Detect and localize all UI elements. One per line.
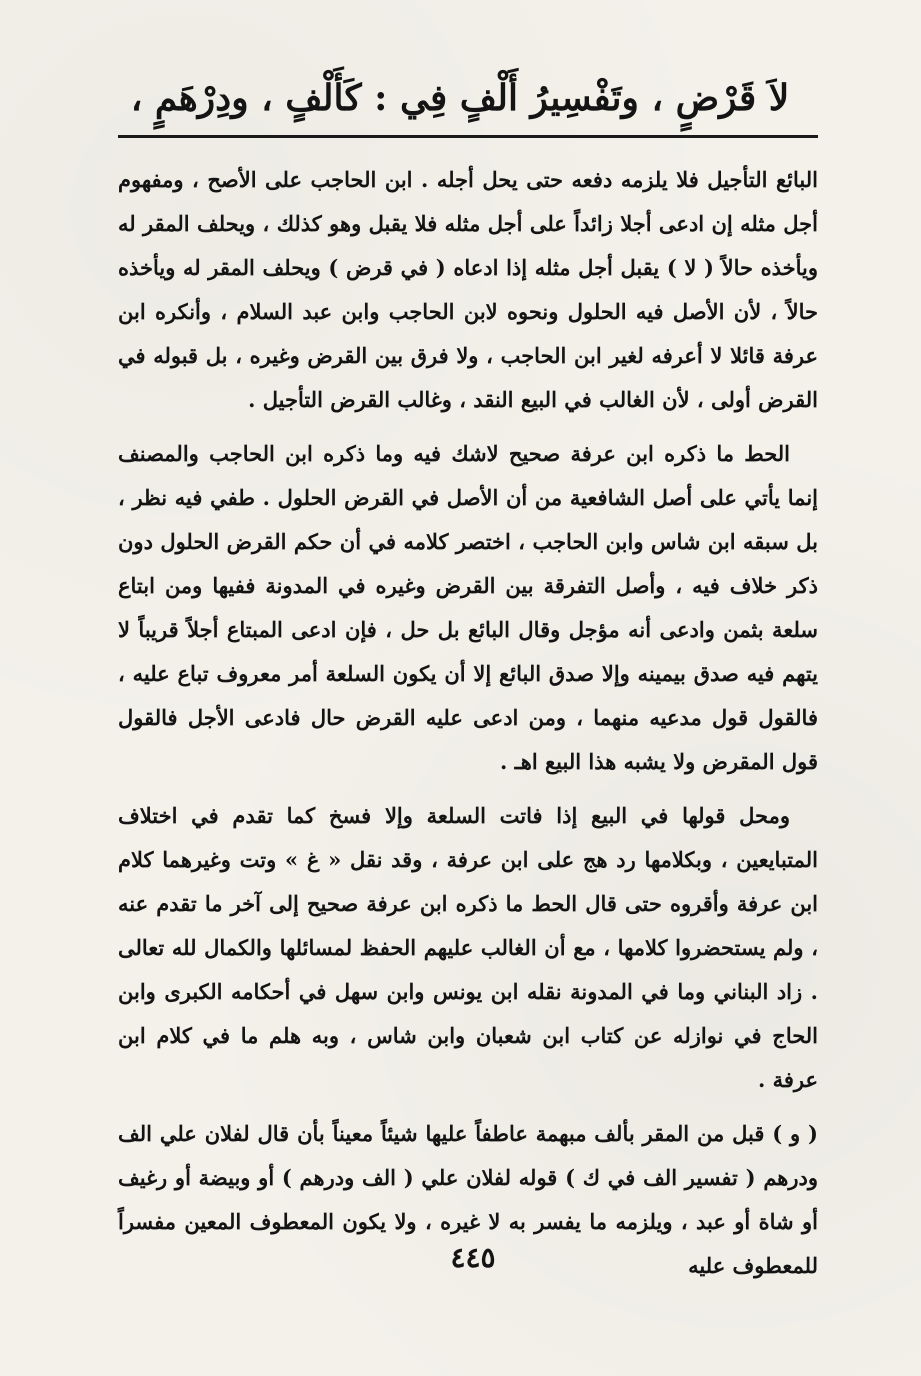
paragraph-3: ومحل قولها في البيع إذا فاتت السلعة وإلا فسخ كما تقدم في اختلاف المتبايعين ، وبكلامها رد هج على ابن عرفة ، وقد نقل « غ » وتت وغيرهما كلام ابن عرفة وأقروه حتى قال الحط ما ذكره ابن عرفة صحيح إلى آخر ما تقدم عنه ، ولم يستحضروا كلامها ، مع أن الغالب عليهم الحفظ لمسائلها والكمال لله تعالى . زاد البناني وما في المدونة نقله ابن يونس وابن سهل في أحكامه الكبرى وابن الحاج في نوازله عن كتاب ابن شعبان وابن شاس ، وبه هلم ما في كلام ابن عرفة . [118,803,819,1092]
paragraph-1: البائع التأجيل فلا يلزمه دفعه حتى يحل أجله . ابن الحاجب على الأصح ، ومفهوم أجل مثله إن ادعى أجلا زائداً على أجل مثله فلا يقبل وهو كذلك ، ويحلف المقر له ويأخذه حالاً ( لا ) يقبل أجل مثله إذا ادعاه ( في قرض ) ويحلف المقر له ويأخذه حالاً ، لأن الأصل فيه الحلول ونحوه لابن الحاجب وابن عبد السلام ، وأنكره ابن عرفة قائلا لا أعرفه لغير ابن الحاجب ، ولا فرق بين القرض وغيره ، بل قبوله في القرض أولى ، لأن الغالب في البيع النقد ، وغالب القرض التأجيل . [118,167,818,412]
page-body [118,158,818,1288]
header-divider-line [118,135,818,138]
paragraph-4: ( و ) قبل من المقر بألف مبهمة عاطفاً عليها شيئاً معيناً بأن قال لفلان علي الف ودرهم ( تفسير الف في ك ) قوله لفلان علي ( الف ودرهم ) أو وبيضة أو رغيف أو شاة أو عبد ، ويلزمه ما يفسر به لا غيره ، ولا يكون المعطوف المعين مفسراً للمعطوف عليه [118,1121,818,1278]
paragraph-2: الحط ما ذكره ابن عرفة صحيح لاشك فيه وما ذكره ابن الحاجب والمصنف إنما يأتي على أصل الشافعية من أن الأصل في القرض الحلول . طفي فيه نظر ، بل سبقه ابن شاس وابن الحاجب ، اختصر كلامه في أن حكم القرض الحلول دون ذكر خلاف فيه ، وأصل التفرقة بين القرض وغيره في المدونة ففيها ومن ابتاع سلعة بثمن وادعى أنه مؤجل وقال البائع بل حل ، فإن ادعى المبتاع أجلاً قريباً لا يتهم فيه صدق بيمينه وإلا صدق البائع إلا أن يكون السلعة أمر معروف تباع عليه ، فالقول قول مدعيه منهما ، ومن ادعى عليه القرض حال فادعى الأجل فالقول قول المقرض ولا يشبه هذا البيع اهـ . [118,441,819,774]
running-header-title: لاَ قَرْضٍ ، وتَفْسِيرُ أَلْفٍ فِي : كَأَلْفٍ ، ودِرْهَمٍ ، [130,77,790,119]
page-number: ٤٤٥ [450,1241,496,1274]
